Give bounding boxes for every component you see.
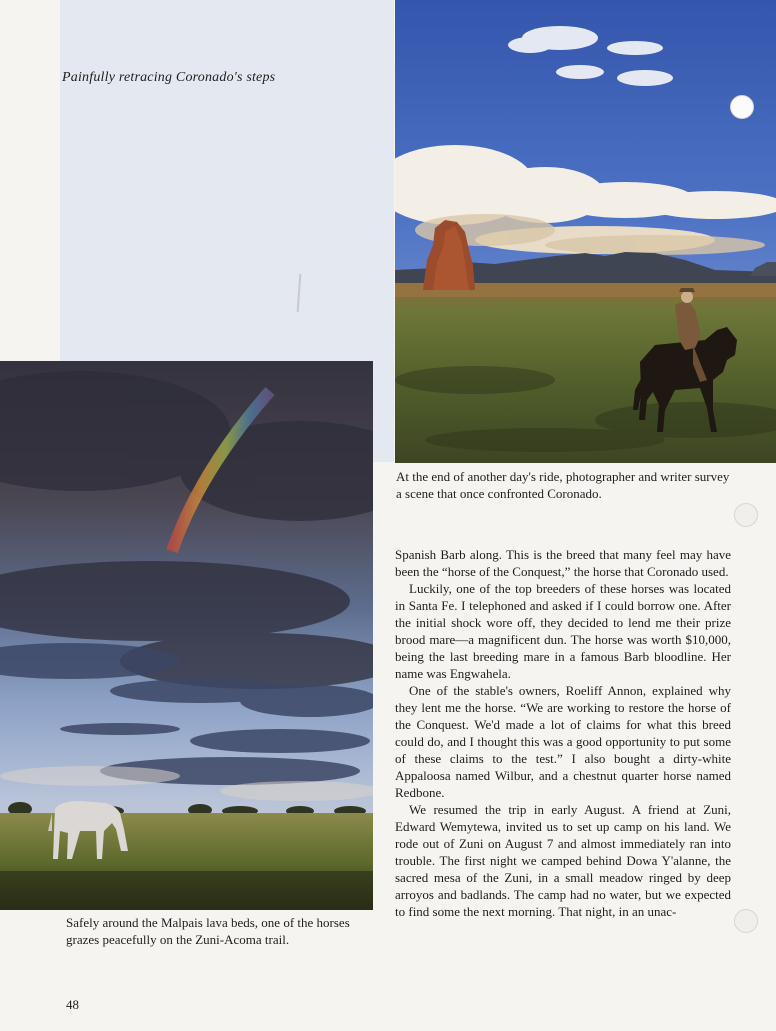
binder-hole [730,95,754,119]
paragraph: Luckily, one of the top breeders of these horses was located in Santa Fe. I telephoned and asked if I could borrow one. After the initial shock wore off, they decided to lend me their prize brood mare—a magnificent dun. The horse was worth $10,000, being the last breeding mare in a famous Barb bloodline. Her name was Engwahela. [395,581,731,681]
blue-background-strip [372,362,394,462]
paragraph: We resumed the trip in early August. A friend at Zuni, Edward Wemytewa, invited us to set up camp on his land. We rode out of Zuni on August 7 and almost immediately ran into trouble. The first night we camped behind Dowa Y'alanne, the sacred mesa of the Zuni, in a small meadow ringed by deep arroyos and badlands. The camp had no water, but we expected to find some the next morning. That night, in an unac- [395,802,731,919]
article-body [395,546,731,920]
caption-top: At the end of another day's ride, photographer and writer survey a scene that once confronted Coronado. [396,469,730,501]
page-tagline: Painfully retracing Coronado's steps [62,70,276,85]
paragraph: Spanish Barb along. This is the breed that many feel may have been the “horse of the Conquest,” the horse that Coronado used. [395,547,731,579]
rainbow-grazing-horse-photo [0,361,373,910]
binder-hole [734,909,758,933]
caption-bottom: Safely around the Malpais lava beds, one of the horses grazes peacefully on the Zuni-Acoma trail. [66,915,350,947]
binder-hole [734,503,758,527]
page-number: 48 [66,997,79,1012]
paragraph: One of the stable's owners, Roeliff Annon, explained why they lent me the horse. “We are working to restore the horse of the Conquest. We'd made a lot of claims for what this breed could do, and I thought this was a good opportunity to put some of these claims to the test.” I also bought a dirty-white Appaloosa named Wilbur, and a chestnut quarter horse named Redbone. [395,683,731,800]
rider-landscape-photo [395,0,776,463]
blue-background-panel [60,0,394,362]
